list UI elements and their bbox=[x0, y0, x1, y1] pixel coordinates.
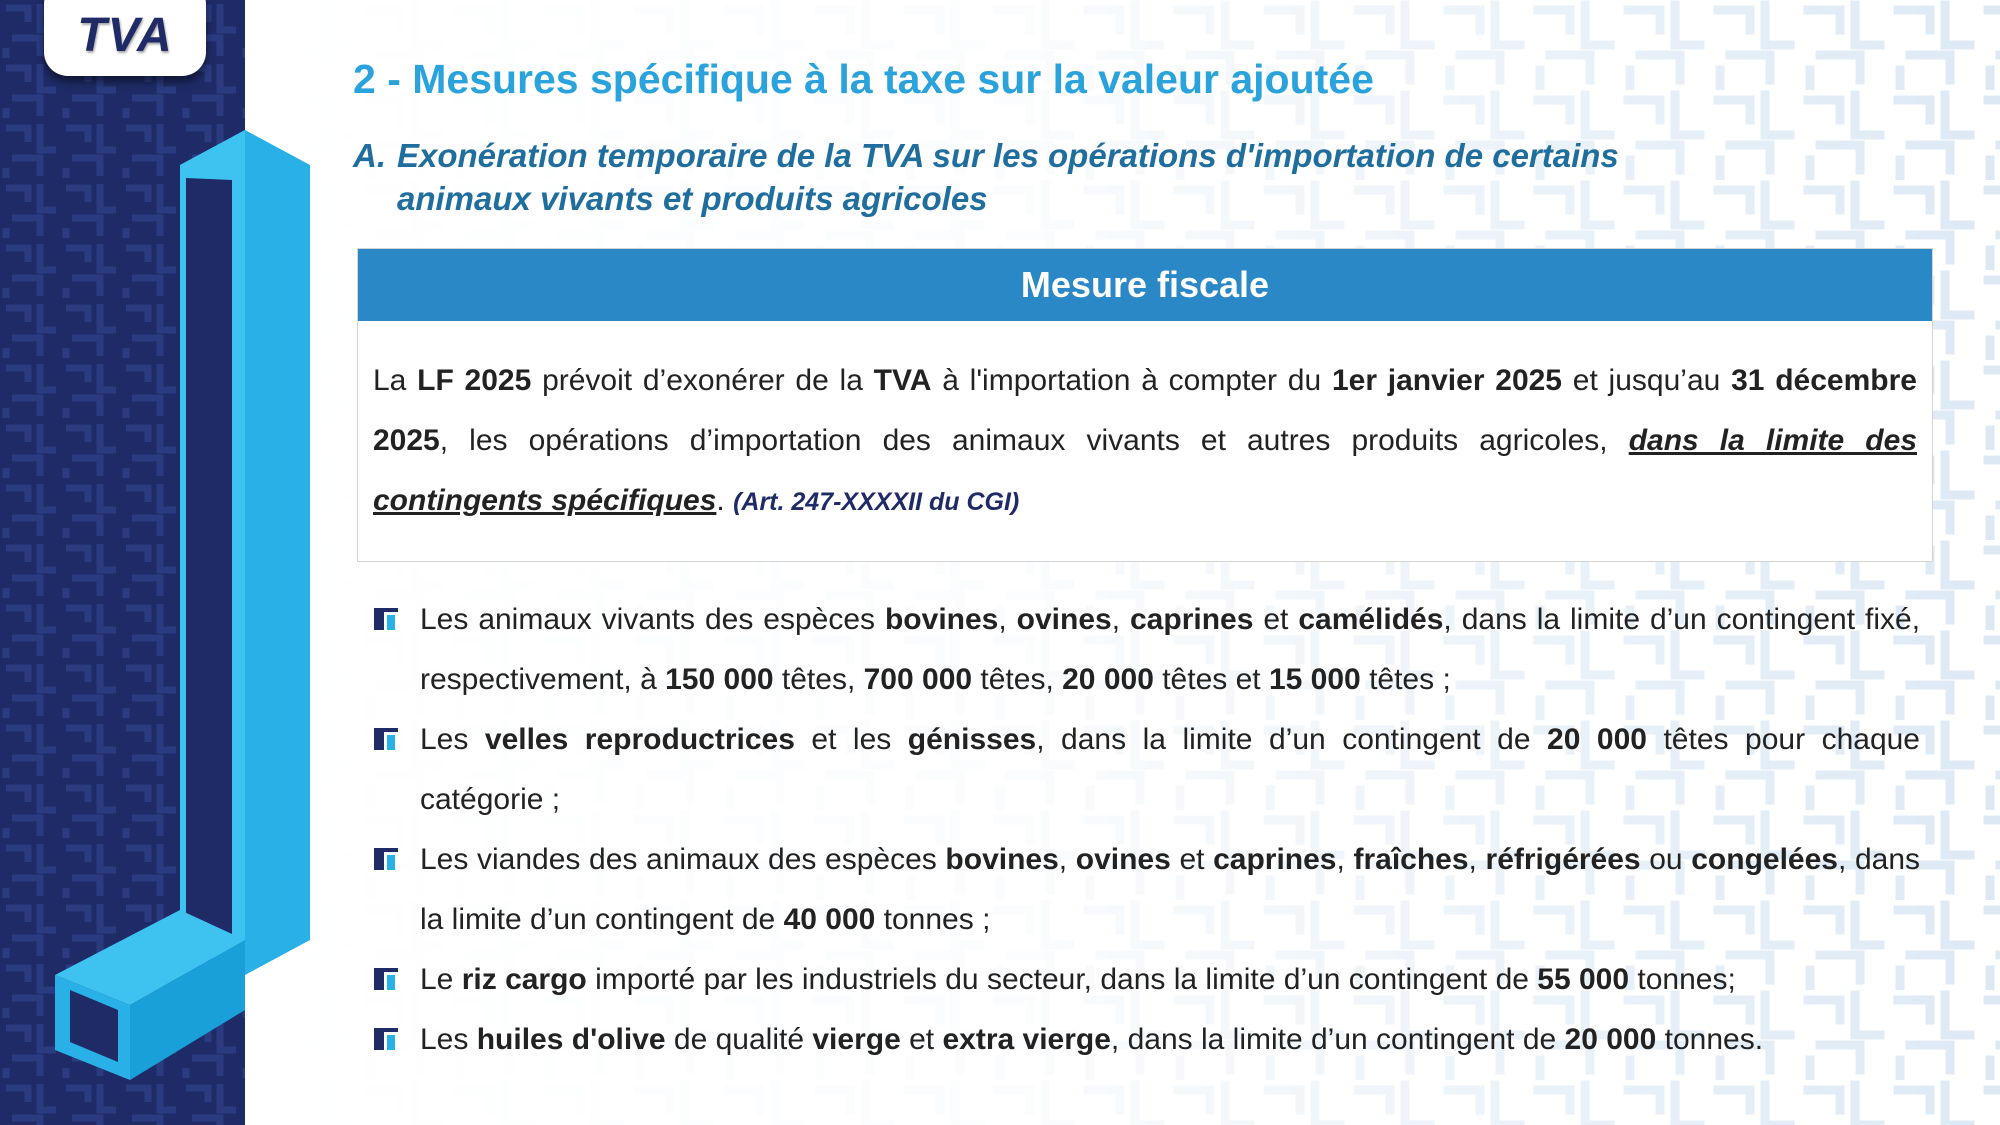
tva-logo-text: TVA bbox=[77, 9, 173, 62]
fiscal-measure-header: Mesure fiscale bbox=[358, 249, 1932, 321]
bold-run: vierge bbox=[812, 1023, 901, 1056]
text-run: têtes ; bbox=[1360, 663, 1451, 696]
bold-run: TVA bbox=[873, 364, 932, 397]
bold-run: 1er janvier 2025 bbox=[1331, 364, 1562, 397]
sidebar-decor bbox=[0, 0, 320, 1125]
square-bullet-icon bbox=[374, 608, 398, 630]
bold-run: 20 000 bbox=[1062, 663, 1154, 696]
text-run: et jusqu’au bbox=[1562, 364, 1732, 397]
text-run: , bbox=[1058, 843, 1076, 876]
sidebar-panel bbox=[0, 0, 245, 1125]
square-bullet-icon bbox=[374, 968, 398, 990]
text-run: tonnes ; bbox=[875, 903, 991, 936]
bold-run: camélidés bbox=[1298, 603, 1444, 636]
text-run: Le bbox=[420, 963, 462, 996]
text-run: prévoit d’exonérer de la bbox=[531, 364, 874, 397]
bold-run: 40 000 bbox=[783, 903, 876, 936]
subtitle-letter: A. bbox=[353, 137, 386, 174]
bold-run: 150 000 bbox=[665, 663, 774, 696]
bold-run: riz cargo bbox=[461, 963, 587, 996]
text-run: de qualité bbox=[665, 1023, 813, 1056]
square-bullet-icon bbox=[374, 848, 398, 870]
article-reference: (Art. 247-XXXXII du CGI) bbox=[733, 488, 1020, 516]
text-run: , les opérations d’importation des animaux vivants et autres produits agricoles, bbox=[439, 424, 1629, 457]
underlined-run: dans la limite des contingents spécifiques bbox=[373, 424, 1917, 517]
list-item bbox=[372, 710, 1920, 830]
bold-run: caprines bbox=[1130, 603, 1254, 636]
bold-run: bovines bbox=[884, 603, 999, 636]
text-run: têtes, bbox=[972, 663, 1063, 696]
text-run: , bbox=[1336, 843, 1354, 876]
text-run: et bbox=[900, 1023, 943, 1056]
bold-run: 31 décembre 2025 bbox=[373, 364, 1917, 457]
text-run: tonnes. bbox=[1656, 1023, 1764, 1056]
text-run: et bbox=[1170, 843, 1214, 876]
text-run: , dans la limite d’un contingent de bbox=[1110, 1023, 1565, 1056]
text-run: tonnes; bbox=[1629, 963, 1736, 996]
bold-run: génisses bbox=[907, 723, 1037, 756]
text-run: , dans la limite d’un contingent fixé, respectivement, à bbox=[420, 603, 1921, 696]
bold-run: velles reproductrices bbox=[484, 723, 795, 756]
bold-run: 700 000 bbox=[863, 663, 973, 696]
fiscal-measure-box bbox=[357, 248, 1933, 562]
text-run: Les bbox=[420, 1023, 477, 1056]
bold-run: bovines bbox=[945, 843, 1059, 876]
text-run: ou bbox=[1640, 843, 1692, 876]
text-run: . bbox=[716, 484, 734, 517]
bold-run: congelées bbox=[1691, 843, 1838, 876]
text-run: têtes, bbox=[773, 663, 864, 696]
bold-run: ovines bbox=[1016, 603, 1112, 636]
section-subtitle bbox=[353, 134, 1753, 220]
bold-run: huiles d'olive bbox=[476, 1023, 666, 1056]
bold-run: 20 000 bbox=[1564, 1023, 1657, 1056]
bullet-list bbox=[372, 590, 1920, 1070]
text-run: têtes et bbox=[1153, 663, 1269, 696]
list-item bbox=[372, 950, 1920, 1010]
text-run: et les bbox=[794, 723, 908, 756]
text-run: La bbox=[373, 364, 418, 397]
bold-run: LF 2025 bbox=[417, 364, 532, 397]
bold-run: extra vierge bbox=[942, 1023, 1111, 1056]
list-item bbox=[372, 590, 1920, 710]
list-item bbox=[372, 1010, 1920, 1070]
fiscal-measure-text bbox=[358, 321, 1932, 532]
list-item bbox=[372, 830, 1920, 950]
text-run: , dans la limite d’un contingent de bbox=[1036, 723, 1548, 756]
text-run: , bbox=[1111, 603, 1130, 636]
text-run: Les animaux vivants des espèces bbox=[420, 603, 885, 636]
page-title: 2 - Mesures spécifique à la taxe sur la valeur ajoutée bbox=[353, 56, 1374, 102]
bold-run: caprines bbox=[1213, 843, 1337, 876]
subtitle-text: Exonération temporaire de la TVA sur les opérations d'importation de certains animaux vivants et produits agricoles bbox=[397, 137, 1619, 217]
tva-tab bbox=[44, 0, 206, 76]
square-bullet-icon bbox=[374, 728, 398, 750]
text-run: Les viandes des animaux des espèces bbox=[420, 843, 946, 876]
bold-run: 20 000 bbox=[1547, 723, 1647, 756]
text-run: , bbox=[998, 603, 1017, 636]
text-run: importé par les industriels du secteur, dans la limite d’un contingent de bbox=[586, 963, 1538, 996]
square-bullet-icon bbox=[374, 1028, 398, 1050]
bold-run: 15 000 bbox=[1268, 663, 1361, 696]
text-run: à l'importation à compter du bbox=[931, 364, 1332, 397]
bold-run: réfrigérées bbox=[1485, 843, 1641, 876]
text-run: , dans la limite d’un contingent de bbox=[420, 843, 1921, 936]
text-run: têtes pour chaque catégorie ; bbox=[420, 723, 1920, 816]
bold-run: ovines bbox=[1075, 843, 1171, 876]
bold-run: 55 000 bbox=[1537, 963, 1630, 996]
text-run: , bbox=[1468, 843, 1486, 876]
text-run: et bbox=[1253, 603, 1299, 636]
bold-run: fraîches bbox=[1353, 843, 1469, 876]
text-run: Les bbox=[420, 723, 485, 756]
